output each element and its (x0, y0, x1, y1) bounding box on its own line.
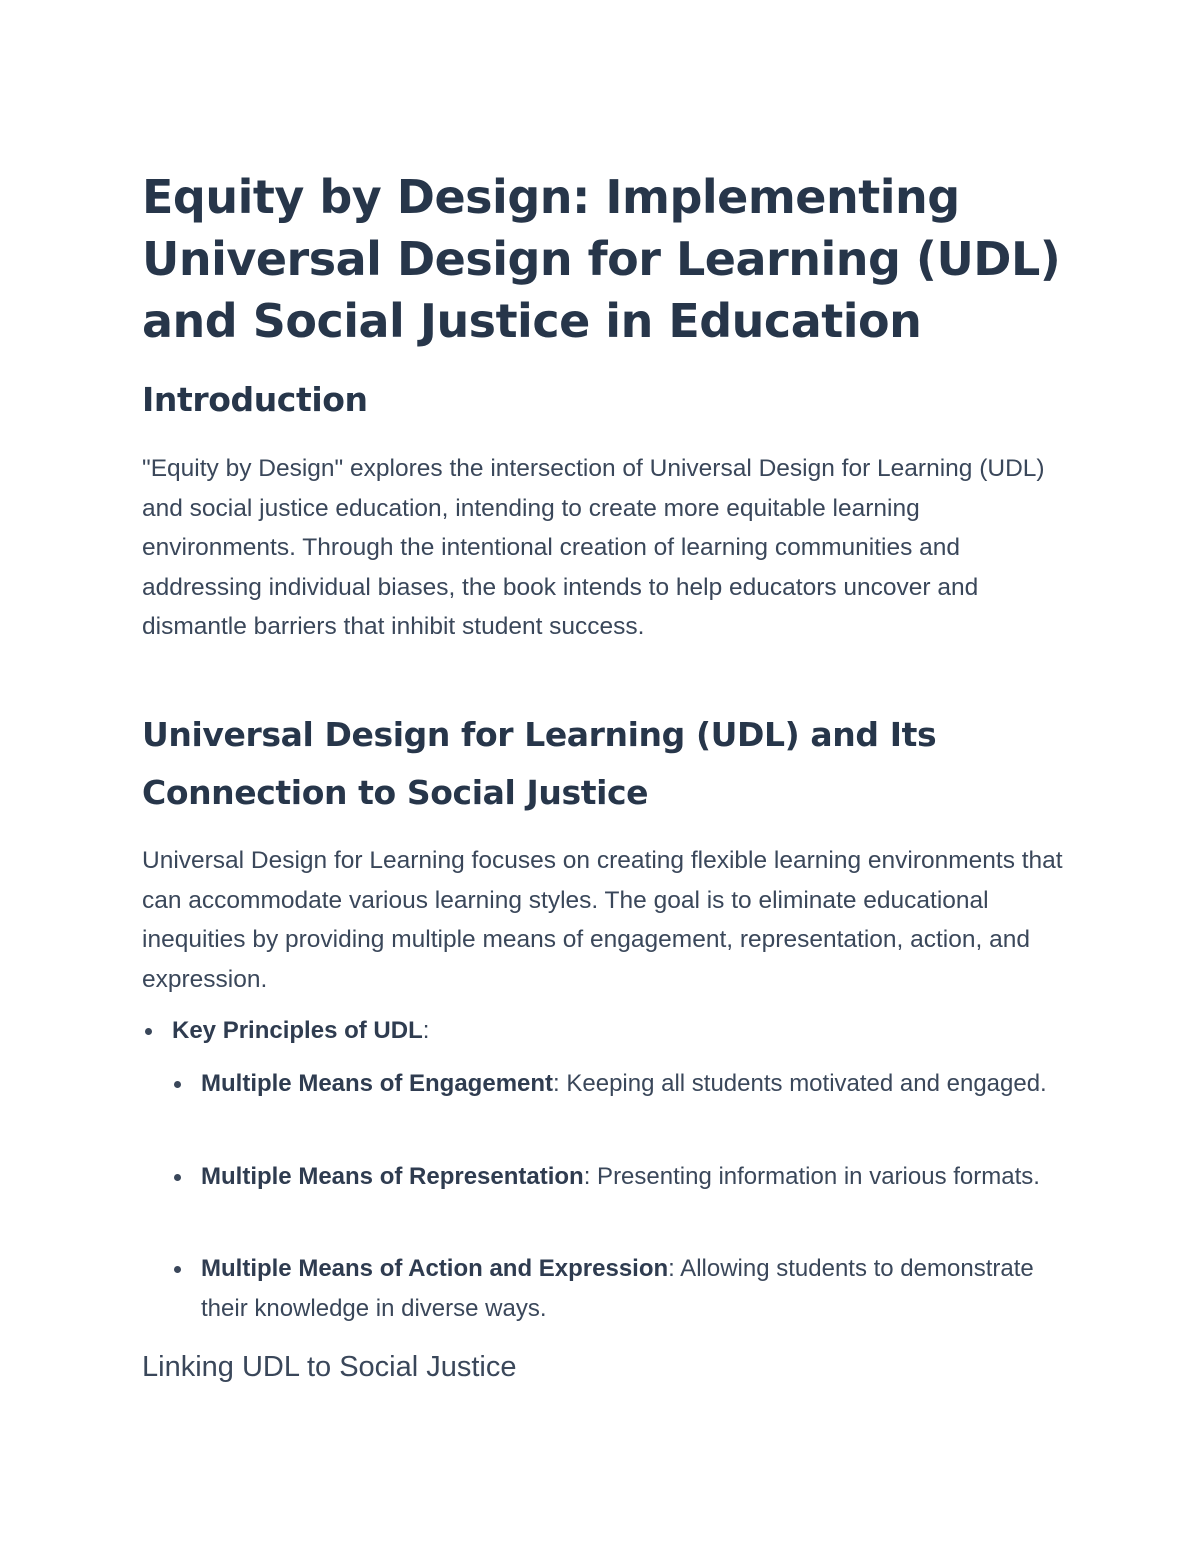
bullet-icon (145, 1028, 152, 1035)
list-item-key-principles (172, 1011, 429, 1051)
document-title: Equity by Design: Implementing Universal Design for Learning (UDL) and Social Justice in Education (142, 170, 1061, 348)
list-item (201, 1249, 1071, 1329)
bullet-icon (174, 1081, 181, 1088)
introduction-heading: Introduction (142, 380, 368, 419)
bullet-icon (174, 1174, 181, 1181)
list-item-text: : Allowing students to demonstrate their knowledge in diverse ways. (201, 1255, 1034, 1322)
list-item-text: : Presenting information in various formats. (583, 1163, 1040, 1190)
bullet-icon (174, 1266, 181, 1273)
list-item (201, 1064, 1071, 1104)
udl-heading: Universal Design for Learning (UDL) and Its Connection to Social Justice (142, 715, 937, 812)
introduction-paragraph: "Equity by Design" explores the intersection of Universal Design for Learning (UDL) and social justice education, intending to create more equitable learning environments. Through the intentional creation of learning communities and addressing individual biases, the book intends to help educators uncover and dismantle barriers that inhibit student success. (142, 455, 1045, 641)
list-item-term: Key Principles of UDL (172, 1017, 423, 1044)
list-item-term: Multiple Means of Representation (201, 1163, 584, 1190)
list-item-term: Multiple Means of Action and Expression (201, 1255, 669, 1282)
list-item-colon: : (422, 1017, 430, 1044)
udl-paragraph: Universal Design for Learning focuses on creating flexible learning environments that can accommodate various learning styles. The goal is to eliminate educational inequities by providing multiple means of engagement, representation, action, and expression. (142, 847, 1063, 993)
list-item-term: Multiple Means of Engagement (201, 1070, 554, 1097)
list-item (201, 1157, 1071, 1197)
list-item-text: : Keeping all students motivated and engaged. (553, 1070, 1047, 1097)
linking-heading: Linking UDL to Social Justice (142, 1351, 517, 1383)
